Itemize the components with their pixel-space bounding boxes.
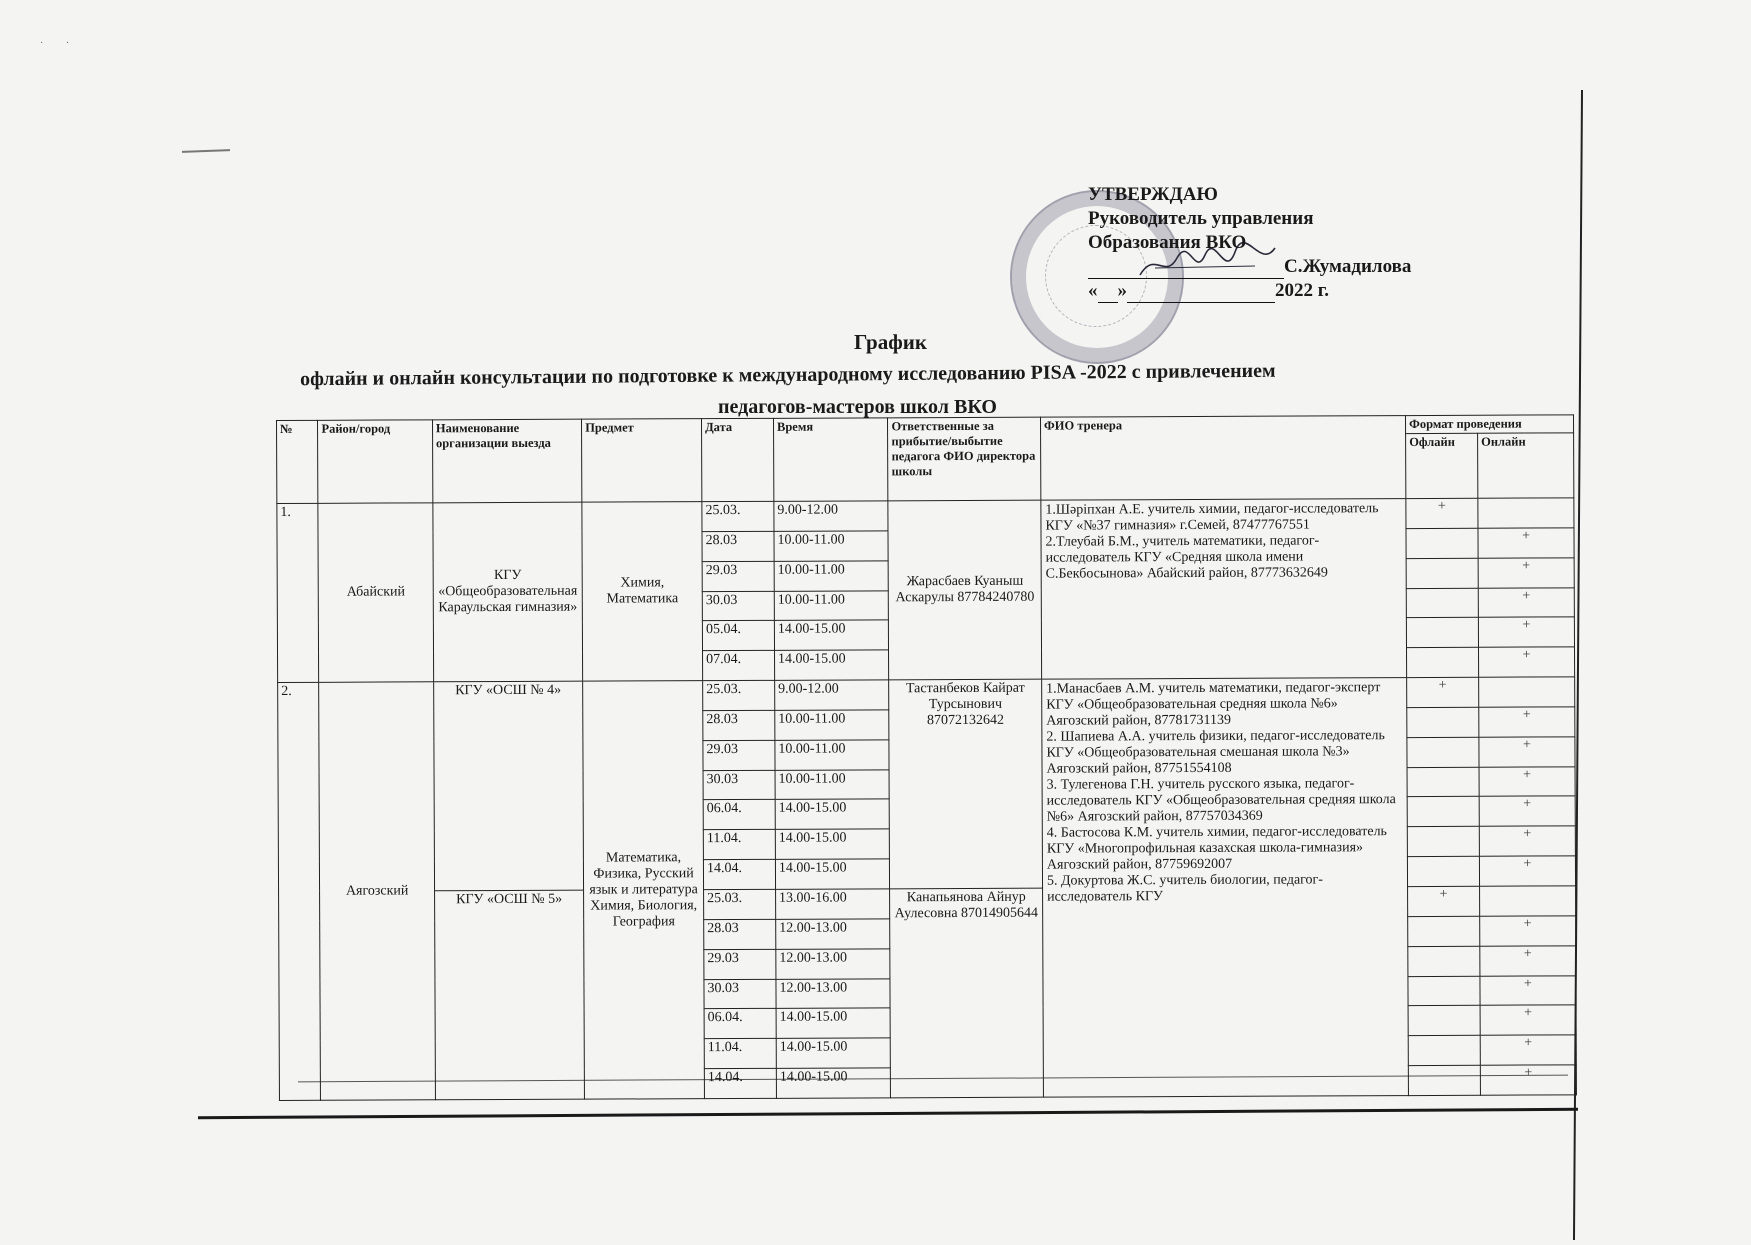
row-number: 1. [277, 503, 319, 682]
offline-mark [1407, 647, 1479, 677]
date-cell: 28.03 [704, 919, 776, 949]
online-mark: + [1480, 1065, 1576, 1095]
date-cell: 29.03 [704, 949, 776, 979]
org-cell: КГУ «ОСШ № 4» [433, 681, 583, 891]
time-cell: 13.00-16.00 [776, 889, 891, 919]
time-cell: 14.00-15.00 [775, 859, 890, 889]
schedule-table [276, 414, 1577, 1101]
org-cell: КГУ «ОСШ № 5» [434, 890, 584, 1100]
offline-mark [1408, 1006, 1480, 1036]
header-org: Наименование организации выезда [432, 419, 582, 503]
online-mark [1478, 498, 1574, 528]
date-cell: 11.04. [703, 830, 775, 860]
offline-mark [1408, 946, 1480, 976]
date-cell: 06.04. [703, 800, 775, 830]
online-mark: + [1480, 916, 1576, 946]
online-mark [1480, 886, 1576, 916]
online-mark: + [1478, 528, 1574, 558]
offline-mark [1406, 528, 1478, 558]
online-mark: + [1478, 558, 1574, 588]
responsible-cell: Жарасбаев Куаныш Аскарулы 87784240780 [888, 500, 1041, 680]
time-cell: 10.00-11.00 [775, 710, 890, 740]
date-cell: 25.03. [703, 680, 775, 710]
offline-mark [1407, 767, 1479, 797]
time-cell: 14.00-15.00 [776, 1068, 891, 1098]
date-cell: 29.03 [702, 561, 774, 591]
document-subtitle-1: офлайн и онлайн консультации по подготовке к международному исследованию PISA -2022 с привлечением [299, 359, 1276, 391]
time-cell: 12.00-13.00 [776, 978, 891, 1008]
header-date: Дата [702, 418, 774, 501]
offline-mark: + [1407, 677, 1479, 707]
header-row [277, 415, 1574, 439]
time-cell: 10.00-11.00 [775, 740, 890, 770]
district-cell: Аягозский [319, 682, 435, 1100]
online-mark: + [1478, 617, 1574, 647]
online-mark: + [1479, 707, 1575, 737]
approval-position-1: Руководитель управления [1088, 208, 1314, 229]
online-mark [1479, 677, 1575, 707]
online-mark: + [1480, 975, 1576, 1005]
online-mark: + [1479, 826, 1575, 856]
date-cell: 30.03 [702, 591, 774, 621]
date-cell: 30.03 [703, 770, 775, 800]
approval-signer: С.Жумадилова [1284, 256, 1412, 277]
header-responsible: Ответственные за прибытие/выбытие педагога ФИО директора школы [888, 417, 1041, 501]
document-subtitle-2: педагогов-мастеров школ ВКО [718, 396, 997, 418]
time-cell: 12.00-13.00 [776, 948, 891, 978]
time-cell: 14.00-15.00 [775, 799, 890, 829]
date-cell: 14.04. [703, 859, 775, 889]
table-row [277, 498, 1574, 534]
date-quote-close: » [1117, 280, 1127, 301]
document-title: График [854, 330, 927, 354]
header-online: Онлайн [1478, 433, 1574, 498]
offline-mark [1406, 558, 1478, 588]
approval-date-row [1088, 279, 1411, 303]
date-cell: 30.03 [704, 979, 776, 1009]
header-num: № [277, 420, 319, 503]
time-cell: 10.00-11.00 [774, 531, 889, 561]
time-cell: 9.00-12.00 [775, 680, 890, 710]
time-cell: 14.00-15.00 [774, 620, 889, 650]
offline-mark: + [1408, 886, 1480, 916]
header-district: Район/город [318, 420, 433, 503]
offline-mark [1407, 797, 1479, 827]
signature-underline [1088, 278, 1284, 279]
subject-cell: Химия, Математика [582, 502, 703, 682]
header-offline: Офлайн [1406, 433, 1478, 498]
date-cell: 11.04. [704, 1039, 776, 1069]
time-cell: 14.00-15.00 [774, 650, 889, 680]
approval-position-2: Образования ВКО [1088, 232, 1247, 253]
offline-mark [1408, 976, 1480, 1006]
date-cell: 29.03 [703, 740, 775, 770]
table-row [278, 677, 1575, 713]
row-number: 2. [278, 682, 321, 1100]
offline-mark [1408, 916, 1480, 946]
subject-cell: Математика, Физика, Русский язык и литература Химия, Биология, География [583, 681, 705, 1099]
header-subject: Предмет [582, 419, 702, 503]
org-cell: КГУ «Общеобразовательная Караульская гимназия» [433, 502, 583, 682]
online-mark: + [1479, 796, 1575, 826]
date-cell: 06.04. [704, 1009, 776, 1039]
date-cell: 28.03 [703, 710, 775, 740]
time-cell: 10.00-11.00 [774, 561, 889, 591]
online-mark: + [1479, 766, 1575, 796]
time-cell: 14.00-15.00 [776, 1008, 891, 1038]
district-cell: Абайский [318, 503, 433, 683]
trainer-cell: 1.Шәріпхан А.Е. учитель химии, педагог-исследователь КГУ «№37 гимназия» г.Семей, 87477767551 2.Тлеубай Б.М., учитель математики, педагог-исследователь КГУ «Средняя школа имени С.Бекбосынова» Абайский район, 87773632649 [1041, 499, 1407, 680]
date-cell: 28.03 [702, 531, 774, 561]
date-quote-open: « [1088, 280, 1098, 301]
online-mark: + [1480, 1035, 1576, 1065]
offline-mark [1407, 856, 1479, 886]
time-cell: 10.00-11.00 [775, 769, 890, 799]
online-mark: + [1479, 647, 1575, 677]
responsible-cell: Канапьянова Айнур Аулесовна 87014905644 [890, 888, 1043, 1098]
header-format: Формат проведения [1406, 415, 1574, 434]
date-cell: 07.04. [703, 651, 775, 681]
online-mark: + [1478, 587, 1574, 617]
approval-heading: УТВЕРЖДАЮ [1088, 184, 1218, 205]
offline-mark: + [1406, 498, 1478, 528]
scan-mark [182, 149, 230, 153]
trainer-cell: 1.Манасбаев А.М. учитель математики, педагог-эксперт КГУ «Общеобразовательная средняя школа №6» Аягозский район, 87781731139 2. Шапиева А.А. учитель физики, педагог-исследователь КГУ «Общеобразовательная смешаная школа №3» Аягозский район, 87751554108 3. Тулегенова Г.Н. учитель русского языка, педагог-исследователь КГУ «Общеобразовательная средняя школа №6» Аягозский район, 87757034369 4. Бастосова К.М. учитель химии, педагог-исследователь КГУ «Многопрофильная казахская школа-гимназия» Аягозский район, 87759692007 5. Докуртова Ж.С. учитель биологии, педагог-исследователь КГУ [1042, 678, 1409, 1098]
date-month-blank [1127, 302, 1275, 303]
time-cell: 9.00-12.00 [774, 501, 889, 531]
offline-mark [1407, 707, 1479, 737]
date-day-blank [1098, 302, 1118, 303]
time-cell: 12.00-13.00 [776, 919, 891, 949]
date-cell: 14.04. [704, 1068, 776, 1098]
date-cell: 05.04. [702, 621, 774, 651]
offline-mark [1406, 618, 1478, 648]
approval-signature-row [1088, 255, 1411, 279]
date-cell: 25.03. [704, 889, 776, 919]
offline-mark [1407, 737, 1479, 767]
offline-mark [1408, 1035, 1480, 1065]
page-frame-bottom [198, 1108, 1578, 1119]
responsible-cell: Тастанбеков Кайрат Турсынович 87072132642 [889, 679, 1042, 889]
time-cell: 14.00-15.00 [775, 829, 890, 859]
offline-mark [1408, 1065, 1480, 1095]
time-cell: 14.00-15.00 [776, 1038, 891, 1068]
online-mark: + [1479, 856, 1575, 886]
online-mark: + [1480, 1005, 1576, 1035]
scan-specks: · · [40, 38, 70, 49]
online-mark: + [1480, 945, 1576, 975]
online-mark: + [1479, 737, 1575, 767]
offline-mark [1406, 588, 1478, 618]
date-cell: 25.03. [702, 501, 774, 531]
approval-block [1088, 183, 1411, 303]
header-time: Время [773, 418, 888, 501]
offline-mark [1407, 827, 1479, 857]
time-cell: 10.00-11.00 [774, 590, 889, 620]
approval-year: 2022 г. [1275, 280, 1329, 301]
header-trainer: ФИО тренера [1040, 416, 1405, 501]
